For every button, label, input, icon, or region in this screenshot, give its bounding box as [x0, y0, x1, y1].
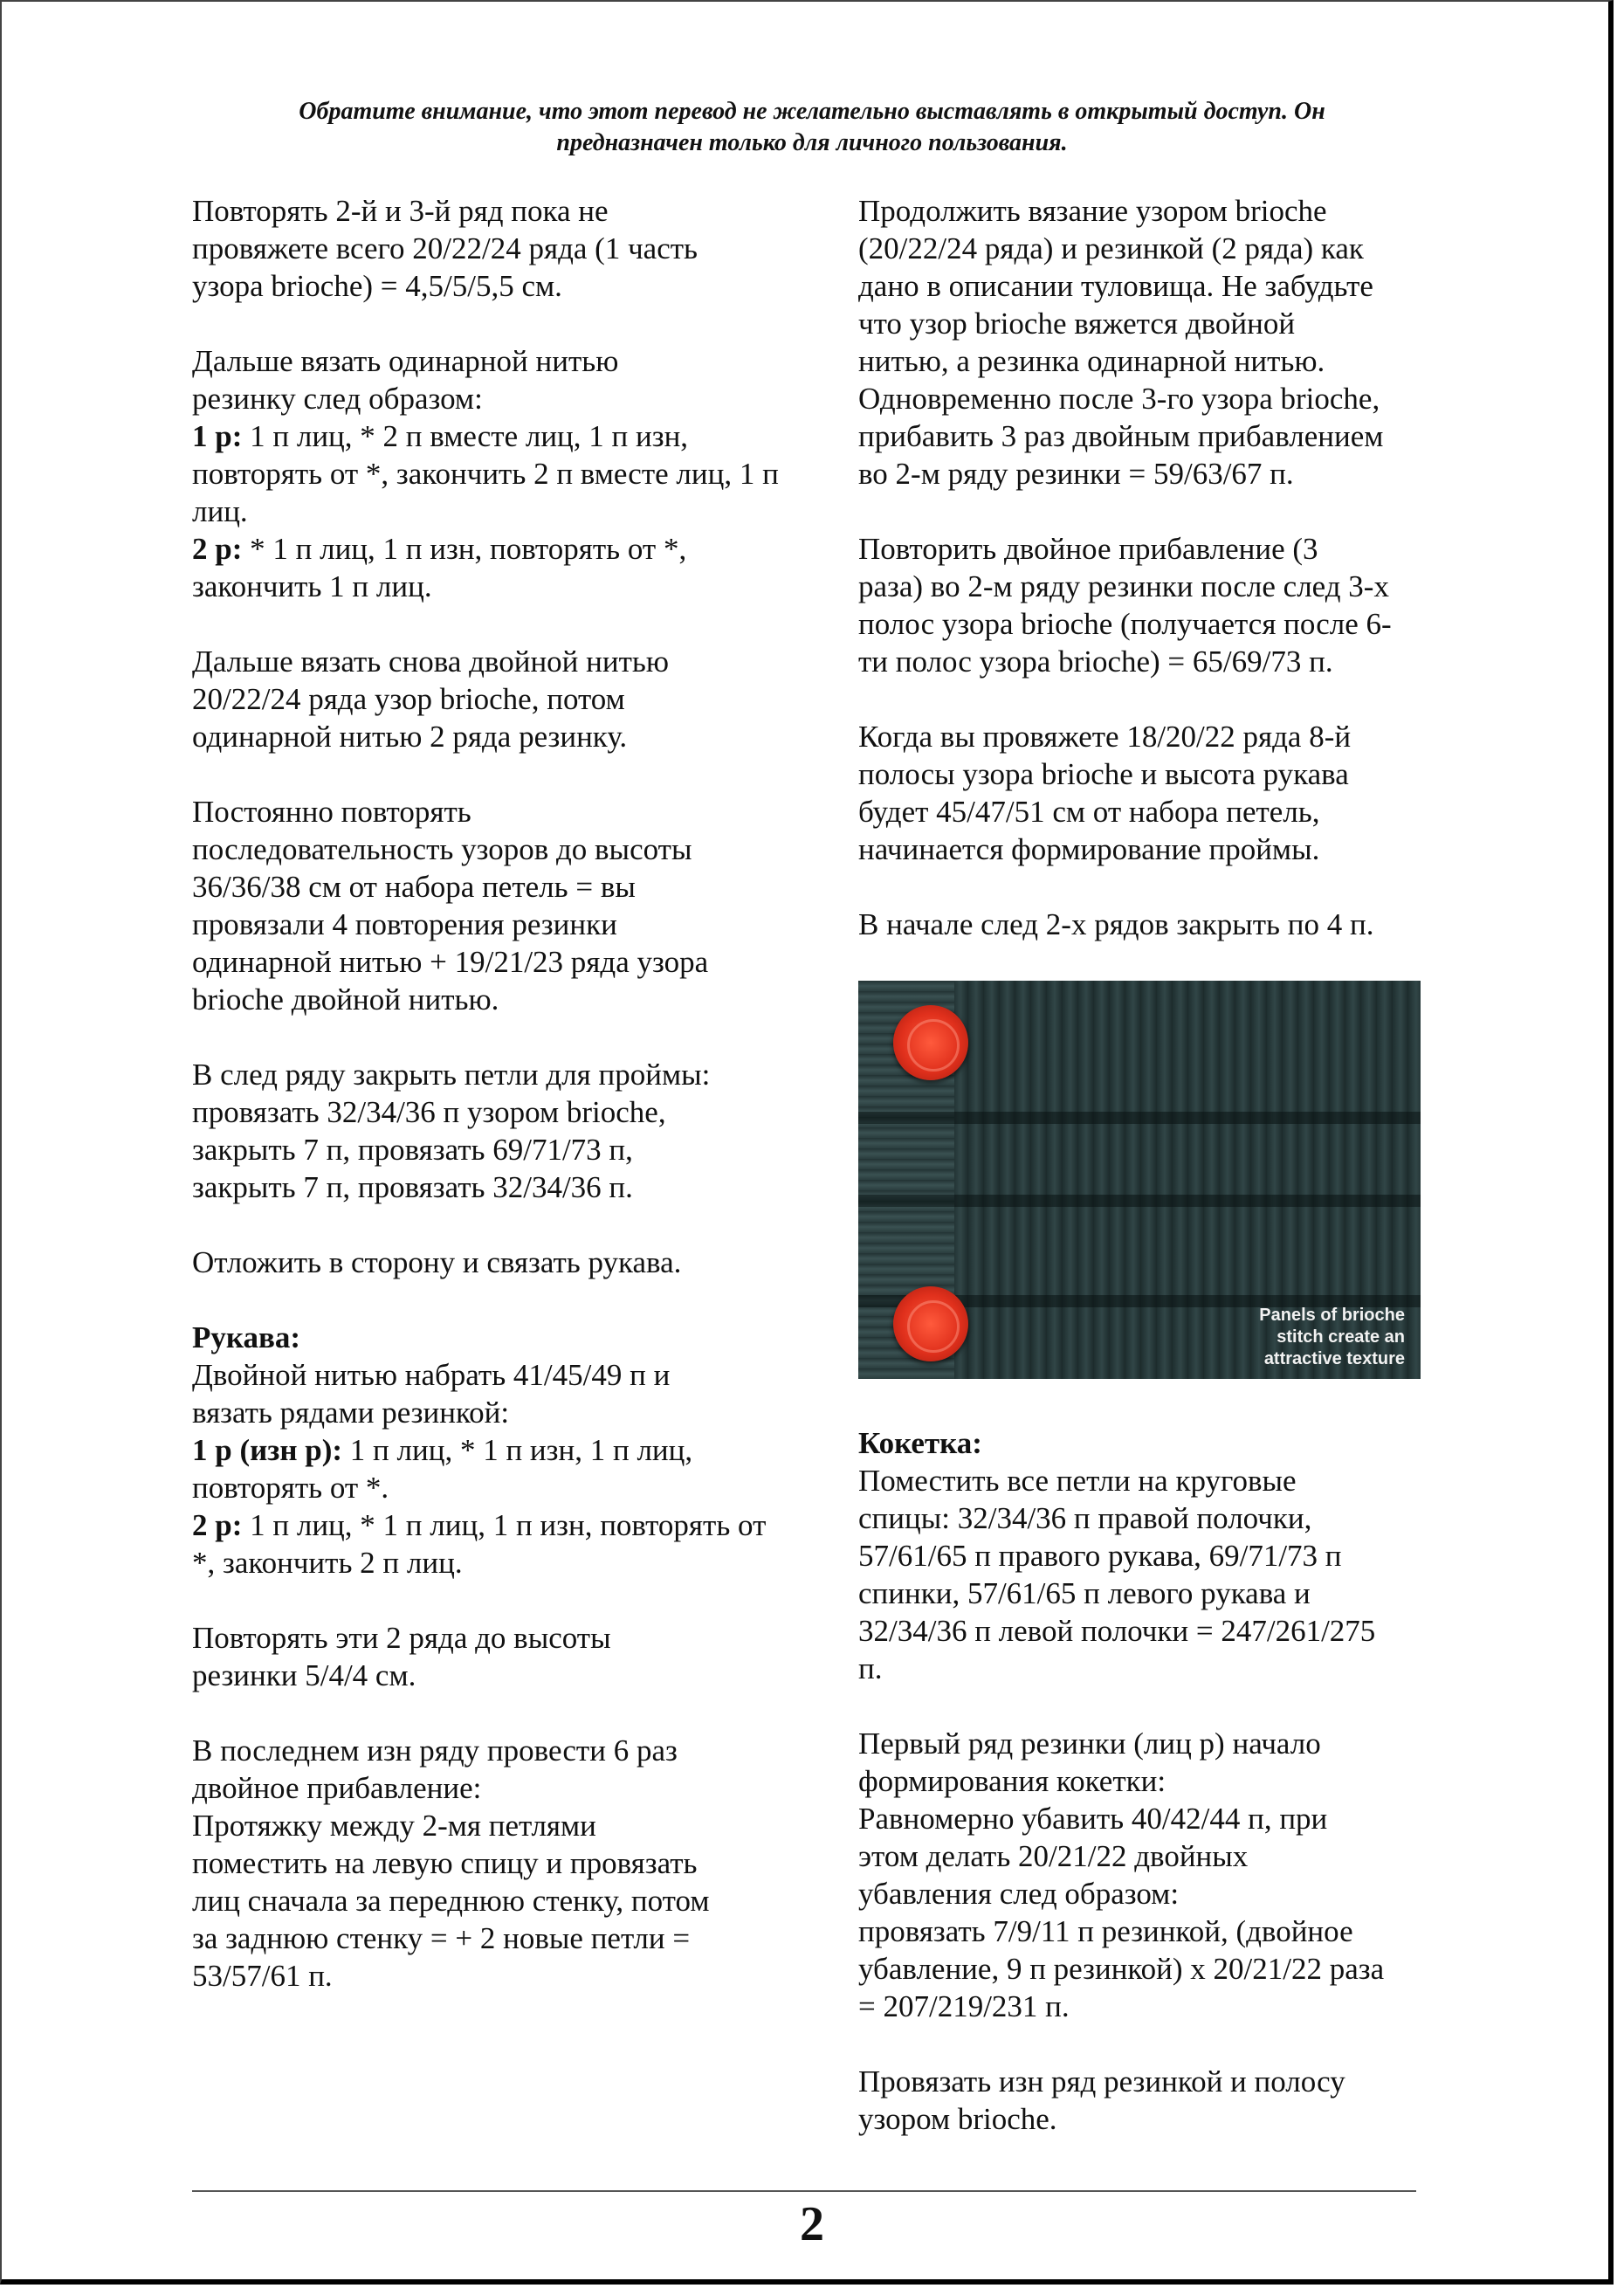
- text-line: нитью, а резинка одинарной нитью.: [858, 344, 1325, 378]
- paragraph-repeat-rows: [192, 192, 786, 305]
- text-line: Дальше вязать одинарной нитью: [192, 344, 619, 378]
- text-line: формирования кокетки:: [858, 1764, 1166, 1798]
- row-text: 1 п лиц, * 1 п изн, 1 п лиц, повторять от *.: [192, 1433, 693, 1505]
- text-line: одинарной нитью 2 ряда резинку.: [192, 720, 628, 754]
- row-instruction: [192, 530, 786, 605]
- red-button-icon: [893, 1286, 968, 1361]
- text-line: одинарной нитью + 19/21/23 ряда узора: [192, 945, 709, 979]
- section-sleeves: [192, 1319, 786, 1582]
- text-line: Дальше вязать снова двойной нитью: [192, 644, 670, 679]
- text-line: Повторять 2-й и 3-й ряд пока не: [192, 194, 609, 228]
- text-line: провязать 32/34/36 п узором brioche,: [192, 1095, 666, 1129]
- paragraph-yoke-decrease: [858, 1725, 1435, 2025]
- text-line: 36/36/38 см от набора петель = вы: [192, 870, 636, 904]
- section-yoke: [858, 1424, 1435, 1687]
- text-line: прибавить 3 раз двойным прибавлением: [858, 419, 1384, 453]
- row-text: * 1 п лиц, 1 п изн, повторять от *, закончить 1 п лиц.: [192, 532, 687, 603]
- text-line: Постоянно повторять: [192, 795, 471, 829]
- row-label: 1 р (изн р):: [192, 1433, 343, 1467]
- photo-caption: [1230, 1305, 1405, 1370]
- row-text: 1 п лиц, * 1 п лиц, 1 п изн, повторять от *, закончить 2 п лиц.: [192, 1508, 767, 1580]
- row-instruction: [192, 417, 786, 530]
- text-line: спицы: 32/34/36 п правой полочки,: [858, 1501, 1312, 1535]
- text-line: этом делать 20/21/22 двойных: [858, 1839, 1249, 1873]
- text-line: Провязать изн ряд резинкой и полосу: [858, 2064, 1345, 2099]
- text-line: резинки 5/4/4 см.: [192, 1658, 416, 1692]
- text-line: провяжете всего 20/22/24 ряда (1 часть: [192, 231, 698, 265]
- text-line: п.: [858, 1651, 883, 1685]
- text-line: начинается формирование проймы.: [858, 832, 1320, 866]
- text-line: во 2-м ряду резинки = 59/63/67 п.: [858, 457, 1294, 491]
- text-line: поместить на левую спицу и провязать: [192, 1846, 698, 1880]
- copyright-notice: [201, 96, 1423, 159]
- text-line: что узор brioche вяжется двойной: [858, 307, 1296, 341]
- paragraph-yoke-finish: [858, 2063, 1435, 2138]
- knit-texture-photo: [858, 981, 1421, 1379]
- text-line: дано в описании туловища. Не забудьте: [858, 269, 1373, 303]
- row-text: 1 п лиц, * 2 п вместе лиц, 1 п изн, повторять от *, закончить 2 п вместе лиц, 1 п лиц.: [192, 419, 779, 528]
- text-line: закрыть 7 п, провязать 69/71/73 п,: [192, 1133, 633, 1167]
- row-label: 2 р:: [192, 1508, 243, 1542]
- row-instruction: [192, 1506, 786, 1582]
- text-line: полосы узора brioche и высота рукава: [858, 757, 1349, 791]
- text-line: Равномерно убавить 40/42/44 п, при: [858, 1802, 1328, 1836]
- row-instruction: [192, 1431, 786, 1506]
- row-label: 2 р:: [192, 532, 243, 566]
- sleeves-heading: Рукава:: [192, 1320, 301, 1354]
- text-line: 32/34/36 п левой полочки = 247/261/275: [858, 1614, 1376, 1648]
- paragraph-double-increase: [192, 1732, 786, 1995]
- text-line: Продолжить вязание узором brioche: [858, 194, 1327, 228]
- right-column: [858, 192, 1435, 2175]
- text-line: закрыть 7 п, провязать 32/34/36 п.: [192, 1170, 633, 1204]
- paragraph-set-aside: [192, 1244, 786, 1281]
- text-line: провязать 7/9/11 п резинкой, (двойное: [858, 1914, 1353, 1948]
- text-line: убавления след образом:: [858, 1877, 1180, 1911]
- paragraph-rib-height: [192, 1619, 786, 1694]
- text-line: убавление, 9 п резинкой) х 20/21/22 раза: [858, 1952, 1385, 1986]
- yoke-heading: Кокетка:: [858, 1426, 982, 1460]
- text-line: ти полос узора brioche) = 65/69/73 п.: [858, 644, 1333, 679]
- red-button-icon: [893, 1005, 968, 1080]
- text-line: 57/61/65 п правого рукава, 69/71/73 п: [858, 1539, 1342, 1573]
- caption-line: Panels of brioche: [1259, 1306, 1405, 1325]
- left-column: [192, 192, 786, 2032]
- text-line: Повторить двойное прибавление (3: [858, 532, 1318, 566]
- text-line: Повторять эти 2 ряда до высоты: [192, 1621, 611, 1655]
- text-line: В последнем изн ряду провести 6 раз: [192, 1733, 678, 1768]
- paragraph-bind-off: [858, 906, 1435, 943]
- text-line: последовательность узоров до высоты: [192, 832, 692, 866]
- text-line: В след ряду закрыть петли для проймы:: [192, 1058, 711, 1092]
- stitch-band: [858, 1195, 1421, 1207]
- text-line: Первый ряд резинки (лиц р) начало: [858, 1726, 1321, 1761]
- text-line: В начале след 2-х рядов закрыть по 4 п.: [858, 907, 1374, 941]
- page-number: 2: [800, 2197, 824, 2251]
- row-label: 1 р:: [192, 419, 243, 453]
- caption-line: attractive texture: [1263, 1349, 1405, 1368]
- text-line: 53/57/61 п.: [192, 1959, 333, 1993]
- text-line: провязали 4 повторения резинки: [192, 907, 617, 941]
- text-line: Одновременно после 3-го узора brioche,: [858, 382, 1380, 416]
- text-line: раза) во 2-м ряду резинки после след 3-х: [858, 569, 1389, 603]
- text-line: узором brioche.: [858, 2102, 1057, 2136]
- text-line: Поместить все петли на круговые: [858, 1464, 1297, 1498]
- paragraph-continue-brioche: [858, 192, 1435, 493]
- notice-line-2: предназначен только для личного пользования.: [556, 129, 1068, 156]
- text-line: вязать рядами резинкой:: [192, 1396, 510, 1430]
- text-line: brioche двойной нитью.: [192, 982, 499, 1017]
- paragraph-repeat-increase: [858, 530, 1435, 680]
- text-line: Протяжку между 2-мя петлями: [192, 1809, 596, 1843]
- text-line: 20/22/24 ряда узор brioche, потом: [192, 682, 625, 716]
- text-line: Когда вы провяжете 18/20/22 ряда 8-й: [858, 720, 1352, 754]
- paragraph-repeat-sequence: [192, 793, 786, 1018]
- text-line: спинки, 57/61/65 п левого рукава и: [858, 1576, 1311, 1610]
- text-line: резинку след образом:: [192, 382, 483, 416]
- text-line: двойное прибавление:: [192, 1771, 482, 1805]
- notice-line-1: Обратите внимание, что этот перевод не желательно выставлять в открытый доступ. Он: [299, 98, 1325, 125]
- caption-line: stitch create an: [1276, 1327, 1405, 1347]
- paragraph-sleeve-height: [858, 718, 1435, 868]
- text-line: лиц сначала за переднюю стенку, потом: [192, 1884, 710, 1918]
- footer-divider: [192, 2190, 1416, 2192]
- paragraph-double-yarn: [192, 643, 786, 755]
- text-line: полос узора brioche (получается после 6-: [858, 607, 1392, 641]
- text-line: узора brioche) = 4,5/5/5,5 см.: [192, 269, 562, 303]
- text-line: за заднюю стенку = + 2 новые петли =: [192, 1921, 691, 1955]
- text-line: (20/22/24 ряда) и резинкой (2 ряда) как: [858, 231, 1364, 265]
- paragraph-armhole: [192, 1056, 786, 1206]
- text-line: Отложить в сторону и связать рукава.: [192, 1245, 682, 1279]
- paragraph-single-yarn-rib: [192, 342, 786, 605]
- text-line: = 207/219/231 п.: [858, 1989, 1070, 2023]
- text-line: Двойной нитью набрать 41/45/49 п и: [192, 1358, 671, 1392]
- text-line: будет 45/47/51 см от набора петель,: [858, 795, 1320, 829]
- stitch-band: [858, 1112, 1421, 1124]
